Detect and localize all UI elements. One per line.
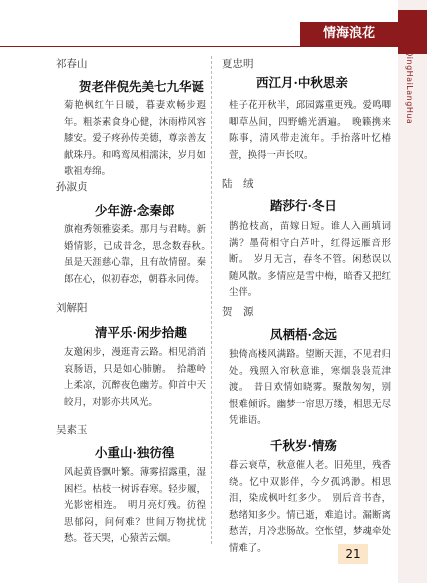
poem-author: 祁春山 — [56, 58, 88, 70]
poem-title: 千秋岁·情殇 — [270, 438, 337, 453]
poem-author: 夏忠明 — [222, 58, 254, 70]
poem-title: 少年游·念秦郎 — [95, 203, 175, 218]
poem-author: 孙淑贞 — [56, 181, 88, 193]
header-rule — [0, 46, 398, 47]
poem-author: 贺 源 — [222, 306, 254, 318]
poem-title: 西江月·中秋思亲 — [256, 75, 348, 90]
poem-author: 刘解阳 — [56, 302, 88, 314]
column-divider — [211, 56, 212, 544]
poem-title: 贺老伴倪先美七九华诞 — [79, 79, 205, 94]
section-title: 情海浪花 — [322, 26, 375, 41]
poem-title: 凤栖梧·念远 — [270, 327, 337, 342]
poem-text: 菊艳枫红午日暖，暮妻欢畅步遐年。粗茶素食身心健，沐雨栉风容膝安。爱子疼孙传美德，尊亲善友献珠丹。和鸣鸾凤相濡沫，岁月如歌祖寿绵。 — [64, 100, 206, 177]
poem-text: 桂子花开秋半，邱园露重更残。爱鸣唧唧草丛间，四野蟾光洒遍。 晚籁携来陈事，清风带走流年。手抬落叶忆椿萱，换得一声长叹。 — [229, 100, 391, 161]
poem-author: 吴素玉 — [56, 424, 88, 436]
page-number: 21 — [345, 547, 361, 561]
poem-title: 清平乐·闲步拾趣 — [95, 325, 187, 340]
poem-text: 暮云衰草，秋意催人老。旧苑里，残香绕。忆中双影伴，今夕孤鸿渺。相思泪，染成枫叶红多少。 别后音书杳，愁绪知多少。情已逝，难追讨。漏断离愁苦，月冷悲肠故。空怅望，梦魂牵处情难了。 — [229, 460, 391, 554]
poem-text: 旗袍秀领雅姿柔。那月与君畴。新婚情影，已成昔念，思念数春秋。 虽是天涯慈心靠，且有故情留。秦郎在心，似初春恋，朝暮永同俦。 — [64, 224, 216, 285]
poem-title: 小重山·独彷徨 — [95, 445, 175, 460]
poem-text: 风起黄昏飘叶繁。薄雾招露重，湿困栏。枯枝一树诉春寒。轻步履，光影密相连。 明月亮灯残。彷徨思郁闷，问何难？世间万物扰忧愁。苍天哭，心猿苦云烟。 — [64, 467, 206, 544]
poem-text: 独倚高楼风满路。望断天涯，不见君归处。残照入帘秋意谁，寒烟袅袅荒津渡。 昔日欢情如晓雾。聚散匆匆，别恨难倾诉。幽梦一帘思万缕，相思无尽凭谁语。 — [229, 349, 391, 426]
side-tab — [398, 10, 427, 54]
poem-author: 陆 绒 — [222, 178, 254, 190]
poem-title: 踏莎行·冬日 — [270, 198, 337, 213]
poem-text: 鹊抢枝高，苗嫁日短。谁人入画填词满？墨荷相守白芦叶，红得远雁音形断。 岁月无言，春冬不管。闲愁误以随风散。多情应是雪中梅，暗香又把红尘伴。 — [229, 221, 391, 298]
poem-text: 友邀闲步，漫逛青云路。相见消消哀肠语，只是如心肺腑。 拾趣岭上柔凉，沉醉夜色幽芳。仰首中天皎月，对影亦共风光。 — [64, 347, 206, 408]
section-side-label: QingHaiLangHua — [405, 50, 414, 125]
